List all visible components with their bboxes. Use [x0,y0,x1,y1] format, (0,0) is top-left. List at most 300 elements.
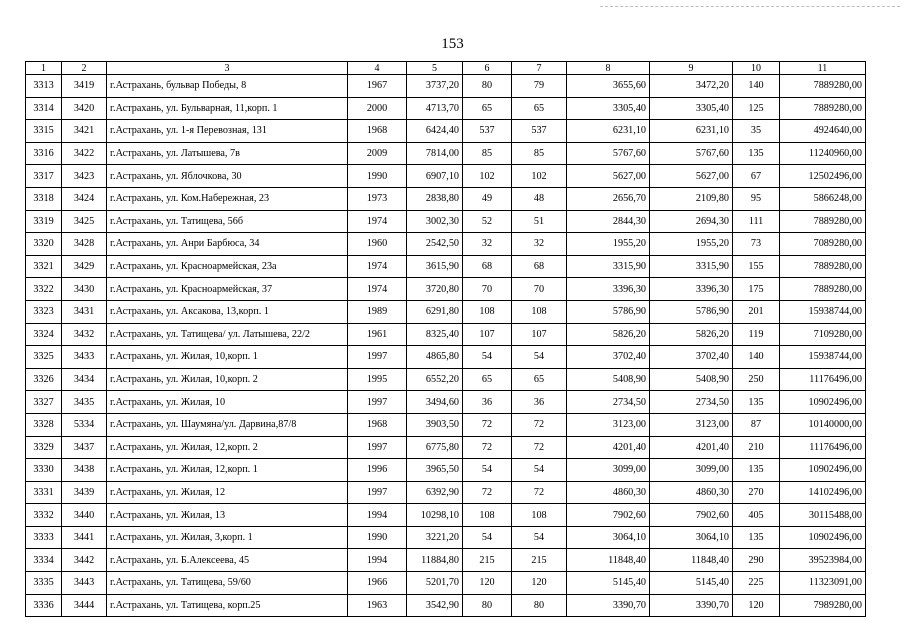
table-row [26,481,866,504]
cell-col-10: 135 [733,459,780,482]
table-row [26,120,866,143]
cell-year: 1997 [348,481,407,504]
cell-row-number: 3316 [26,142,62,165]
cell-area-a: 5826,20 [567,323,650,346]
cell-area-b: 3123,00 [650,413,733,436]
cell-area-a: 3390,70 [567,594,650,617]
cell-address: г.Астрахань, ул. Жилая, 10 [107,391,348,414]
cell-col-6: 120 [463,572,512,595]
cell-object-code: 3440 [62,504,107,527]
cell-address: г.Астрахань, ул. Жилая, 12 [107,481,348,504]
cell-row-number: 3319 [26,210,62,233]
cell-area-a: 3305,40 [567,97,650,120]
cell-address: г.Астрахань, ул. Жилая, 10,корп. 2 [107,368,348,391]
cell-year: 1994 [348,504,407,527]
cell-row-number: 3334 [26,549,62,572]
cell-row-number: 3321 [26,255,62,278]
cell-total-area: 7814,00 [407,142,463,165]
cell-col-7: 32 [512,233,567,256]
cell-amount: 15938744,00 [780,346,866,369]
cell-total-area: 6907,10 [407,165,463,188]
cell-address: г.Астрахань, ул. Жилая, 12,корп. 2 [107,436,348,459]
cell-col-6: 32 [463,233,512,256]
cell-row-number: 3331 [26,481,62,504]
cell-row-number: 3332 [26,504,62,527]
cell-col-7: 108 [512,504,567,527]
cell-col-7: 65 [512,97,567,120]
column-header: 6 [463,62,512,75]
column-header: 9 [650,62,733,75]
cell-col-7: 54 [512,459,567,482]
cell-col-7: 54 [512,526,567,549]
cell-col-6: 108 [463,300,512,323]
cell-col-7: 68 [512,255,567,278]
table-row [26,255,866,278]
cell-object-code: 3432 [62,323,107,346]
cell-address: г.Астрахань, ул. Жилая, 3,корп. 1 [107,526,348,549]
cell-amount: 4924640,00 [780,120,866,143]
cell-area-b: 7902,60 [650,504,733,527]
cell-amount: 10140000,00 [780,413,866,436]
cell-area-a: 7902,60 [567,504,650,527]
cell-col-6: 54 [463,526,512,549]
cell-row-number: 3317 [26,165,62,188]
cell-area-b: 5826,20 [650,323,733,346]
table-row [26,504,866,527]
cell-row-number: 3320 [26,233,62,256]
table-row [26,346,866,369]
cell-col-10: 135 [733,526,780,549]
cell-amount: 30115488,00 [780,504,866,527]
column-header: 7 [512,62,567,75]
cell-col-6: 54 [463,346,512,369]
table-row [26,187,866,210]
cell-area-b: 2694,30 [650,210,733,233]
cell-col-10: 140 [733,75,780,98]
cell-col-6: 537 [463,120,512,143]
table-row [26,572,866,595]
cell-col-7: 54 [512,346,567,369]
cell-year: 1961 [348,323,407,346]
cell-col-10: 125 [733,97,780,120]
cell-total-area: 4713,70 [407,97,463,120]
cell-object-code: 3434 [62,368,107,391]
cell-area-a: 5145,40 [567,572,650,595]
table-row [26,233,866,256]
cell-total-area: 3002,30 [407,210,463,233]
cell-amount: 11240960,00 [780,142,866,165]
table-row [26,97,866,120]
cell-total-area: 2838,80 [407,187,463,210]
cell-object-code: 3438 [62,459,107,482]
cell-object-code: 3433 [62,346,107,369]
cell-row-number: 3323 [26,300,62,323]
cell-col-6: 72 [463,413,512,436]
cell-row-number: 3329 [26,436,62,459]
cell-area-b: 5767,60 [650,142,733,165]
cell-col-10: 87 [733,413,780,436]
cell-area-b: 3099,00 [650,459,733,482]
cell-year: 1989 [348,300,407,323]
cell-col-6: 102 [463,165,512,188]
table-row [26,278,866,301]
cell-row-number: 3315 [26,120,62,143]
cell-col-6: 107 [463,323,512,346]
cell-address: г.Астрахань, ул. Жилая, 12,корп. 1 [107,459,348,482]
cell-col-6: 65 [463,368,512,391]
cell-area-a: 11848,40 [567,549,650,572]
cell-address: г.Астрахань, ул. Яблочкова, 30 [107,165,348,188]
cell-object-code: 3444 [62,594,107,617]
cell-area-a: 5627,00 [567,165,650,188]
table-row [26,75,866,98]
cell-col-7: 537 [512,120,567,143]
cell-object-code: 3430 [62,278,107,301]
cell-col-6: 70 [463,278,512,301]
cell-total-area: 6424,40 [407,120,463,143]
cell-area-b: 3305,40 [650,97,733,120]
cell-total-area: 6552,20 [407,368,463,391]
cell-area-a: 3064,10 [567,526,650,549]
cell-col-6: 215 [463,549,512,572]
cell-object-code: 3429 [62,255,107,278]
cell-col-10: 135 [733,142,780,165]
cell-row-number: 3333 [26,526,62,549]
cell-col-6: 49 [463,187,512,210]
cell-year: 1974 [348,278,407,301]
cell-col-7: 120 [512,572,567,595]
table-row [26,549,866,572]
cell-col-10: 175 [733,278,780,301]
cell-address: г.Астрахань, ул. Красноармейская, 37 [107,278,348,301]
cell-address: г.Астрахань, ул. Ком.Набережная, 23 [107,187,348,210]
cell-total-area: 11884,80 [407,549,463,572]
cell-col-10: 210 [733,436,780,459]
cell-area-a: 5767,60 [567,142,650,165]
cell-year: 1996 [348,459,407,482]
cell-area-b: 5408,90 [650,368,733,391]
cell-area-b: 3472,20 [650,75,733,98]
cell-address: г.Астрахань, ул. Татищева, 59/60 [107,572,348,595]
cell-address: г.Астрахань, бульвар Победы, 8 [107,75,348,98]
cell-amount: 7889280,00 [780,255,866,278]
cell-object-code: 5334 [62,413,107,436]
cell-amount: 10902496,00 [780,391,866,414]
cell-area-a: 4860,30 [567,481,650,504]
cell-object-code: 3425 [62,210,107,233]
cell-year: 1960 [348,233,407,256]
cell-object-code: 3428 [62,233,107,256]
table-body [26,62,866,617]
cell-col-6: 108 [463,504,512,527]
cell-col-10: 405 [733,504,780,527]
cell-col-6: 80 [463,75,512,98]
cell-object-code: 3424 [62,187,107,210]
cell-amount: 10902496,00 [780,526,866,549]
cell-total-area: 6291,80 [407,300,463,323]
cell-object-code: 3431 [62,300,107,323]
cell-row-number: 3318 [26,187,62,210]
cell-col-7: 70 [512,278,567,301]
cell-total-area: 6775,80 [407,436,463,459]
table-row [26,323,866,346]
cell-object-code: 3421 [62,120,107,143]
cell-address: г.Астрахань, ул. Шаумяна/ул. Дарвина,87/8 [107,413,348,436]
cell-year: 1997 [348,436,407,459]
cell-address: г.Астрахань, ул. Красноармейская, 23а [107,255,348,278]
cell-year: 1995 [348,368,407,391]
cell-col-6: 52 [463,210,512,233]
page-number: 153 [441,36,464,52]
cell-amount: 15938744,00 [780,300,866,323]
cell-col-10: 119 [733,323,780,346]
cell-total-area: 5201,70 [407,572,463,595]
cell-year: 1974 [348,255,407,278]
cell-amount: 7989280,00 [780,594,866,617]
cell-col-6: 54 [463,459,512,482]
cell-row-number: 3314 [26,97,62,120]
cell-col-7: 79 [512,75,567,98]
cell-area-b: 6231,10 [650,120,733,143]
cell-amount: 7889280,00 [780,210,866,233]
cell-object-code: 3422 [62,142,107,165]
cell-object-code: 3423 [62,165,107,188]
cell-col-10: 73 [733,233,780,256]
cell-area-b: 3702,40 [650,346,733,369]
cell-area-a: 3702,40 [567,346,650,369]
cell-col-7: 72 [512,436,567,459]
cell-area-a: 3123,00 [567,413,650,436]
cell-amount: 11176496,00 [780,368,866,391]
cell-address: г.Астрахань, ул. Жилая, 10,корп. 1 [107,346,348,369]
cell-col-7: 80 [512,594,567,617]
cell-address: г.Астрахань, ул. Бульварная, 11,корп. 1 [107,97,348,120]
cell-object-code: 3442 [62,549,107,572]
cell-col-6: 85 [463,142,512,165]
cell-total-area: 3615,90 [407,255,463,278]
cell-area-b: 11848,40 [650,549,733,572]
cell-amount: 11176496,00 [780,436,866,459]
cell-amount: 7109280,00 [780,323,866,346]
table-row [26,594,866,617]
column-header: 10 [733,62,780,75]
cell-col-10: 140 [733,346,780,369]
cell-col-7: 36 [512,391,567,414]
cell-area-b: 4860,30 [650,481,733,504]
cell-row-number: 3322 [26,278,62,301]
cell-total-area: 8325,40 [407,323,463,346]
cell-year: 1967 [348,75,407,98]
cell-col-7: 85 [512,142,567,165]
cell-col-6: 80 [463,594,512,617]
cell-total-area: 2542,50 [407,233,463,256]
cell-amount: 12502496,00 [780,165,866,188]
cell-address: г.Астрахань, ул. Аксакова, 13,корп. 1 [107,300,348,323]
cell-area-b: 5786,90 [650,300,733,323]
cell-year: 1968 [348,413,407,436]
cell-amount: 7089280,00 [780,233,866,256]
cell-col-6: 36 [463,391,512,414]
cell-year: 1997 [348,391,407,414]
cell-address: г.Астрахань, ул. Латышева, 7в [107,142,348,165]
cell-col-10: 35 [733,120,780,143]
table-row [26,391,866,414]
cell-total-area: 4865,80 [407,346,463,369]
table-header-row [26,62,866,75]
cell-amount: 14102496,00 [780,481,866,504]
cell-object-code: 3443 [62,572,107,595]
table-row [26,526,866,549]
cell-year: 1966 [348,572,407,595]
cell-year: 2000 [348,97,407,120]
cell-col-7: 102 [512,165,567,188]
cell-col-7: 48 [512,187,567,210]
cell-amount: 7889280,00 [780,75,866,98]
cell-year: 1973 [348,187,407,210]
cell-amount: 7889280,00 [780,278,866,301]
cell-address: г.Астрахань, ул. Б.Алексеева, 45 [107,549,348,572]
register-table [25,61,866,617]
table-row [26,142,866,165]
cell-col-10: 135 [733,391,780,414]
cell-row-number: 3330 [26,459,62,482]
cell-amount: 39523984,00 [780,549,866,572]
cell-area-b: 3315,90 [650,255,733,278]
cell-col-6: 65 [463,97,512,120]
cell-area-b: 5627,00 [650,165,733,188]
cell-year: 1974 [348,210,407,233]
cell-object-code: 3441 [62,526,107,549]
cell-col-10: 111 [733,210,780,233]
cell-address: г.Астрахань, ул. Анри Барбюса, 34 [107,233,348,256]
cell-area-b: 3390,70 [650,594,733,617]
cell-area-a: 3655,60 [567,75,650,98]
cell-area-b: 2734,50 [650,391,733,414]
cell-amount: 7889280,00 [780,97,866,120]
cell-col-6: 72 [463,481,512,504]
cell-object-code: 3439 [62,481,107,504]
cell-row-number: 3324 [26,323,62,346]
cell-area-a: 2734,50 [567,391,650,414]
column-header: 2 [62,62,107,75]
cell-col-10: 120 [733,594,780,617]
column-header: 1 [26,62,62,75]
cell-total-area: 3903,50 [407,413,463,436]
cell-year: 1963 [348,594,407,617]
cell-total-area: 3720,80 [407,278,463,301]
cell-total-area: 6392,90 [407,481,463,504]
cell-col-7: 107 [512,323,567,346]
cell-col-6: 68 [463,255,512,278]
cell-total-area: 3965,50 [407,459,463,482]
cell-address: г.Астрахань, ул. 1-я Перевозная, 131 [107,120,348,143]
cell-row-number: 3313 [26,75,62,98]
cell-col-10: 155 [733,255,780,278]
cell-year: 1968 [348,120,407,143]
cell-area-a: 5408,90 [567,368,650,391]
cell-amount: 10902496,00 [780,459,866,482]
cell-col-6: 72 [463,436,512,459]
cell-address: г.Астрахань, ул. Татищева/ ул. Латышева, 22/2 [107,323,348,346]
cell-area-b: 2109,80 [650,187,733,210]
cell-area-b: 4201,40 [650,436,733,459]
cell-row-number: 3325 [26,346,62,369]
cell-col-7: 51 [512,210,567,233]
column-header: 8 [567,62,650,75]
cell-address: г.Астрахань, ул. Татищева, 56б [107,210,348,233]
cell-object-code: 3420 [62,97,107,120]
cell-total-area: 3737,20 [407,75,463,98]
table-row [26,300,866,323]
cell-year: 2009 [348,142,407,165]
table-row [26,368,866,391]
cell-col-10: 67 [733,165,780,188]
cell-object-code: 3437 [62,436,107,459]
cell-col-7: 65 [512,368,567,391]
cell-amount: 5866248,00 [780,187,866,210]
cell-area-a: 4201,40 [567,436,650,459]
cell-object-code: 3435 [62,391,107,414]
cell-area-a: 1955,20 [567,233,650,256]
cell-area-b: 3064,10 [650,526,733,549]
table-row [26,459,866,482]
column-header: 5 [407,62,463,75]
column-header: 3 [107,62,348,75]
cell-amount: 11323091,00 [780,572,866,595]
cell-address: г.Астрахань, ул. Жилая, 13 [107,504,348,527]
table-row [26,413,866,436]
cell-object-code: 3419 [62,75,107,98]
cell-total-area: 3542,90 [407,594,463,617]
scan-artifact-line [600,6,900,8]
cell-area-a: 3396,30 [567,278,650,301]
cell-area-b: 5145,40 [650,572,733,595]
column-header: 4 [348,62,407,75]
table-row [26,165,866,188]
cell-col-10: 270 [733,481,780,504]
cell-address: г.Астрахань, ул. Татищева, корп.25 [107,594,348,617]
cell-row-number: 3335 [26,572,62,595]
cell-year: 1990 [348,165,407,188]
cell-area-a: 2656,70 [567,187,650,210]
cell-col-10: 290 [733,549,780,572]
cell-col-10: 250 [733,368,780,391]
cell-total-area: 3494,60 [407,391,463,414]
cell-row-number: 3328 [26,413,62,436]
cell-area-a: 3315,90 [567,255,650,278]
table-row [26,210,866,233]
cell-area-a: 3099,00 [567,459,650,482]
cell-col-7: 108 [512,300,567,323]
cell-year: 1994 [348,549,407,572]
column-header: 11 [780,62,866,75]
cell-col-7: 72 [512,481,567,504]
cell-area-b: 1955,20 [650,233,733,256]
cell-area-a: 6231,10 [567,120,650,143]
cell-col-10: 95 [733,187,780,210]
cell-col-10: 225 [733,572,780,595]
cell-year: 1997 [348,346,407,369]
cell-total-area: 3221,20 [407,526,463,549]
cell-row-number: 3336 [26,594,62,617]
cell-row-number: 3326 [26,368,62,391]
cell-col-7: 215 [512,549,567,572]
cell-row-number: 3327 [26,391,62,414]
cell-col-7: 72 [512,413,567,436]
cell-year: 1990 [348,526,407,549]
table-row [26,436,866,459]
cell-col-10: 201 [733,300,780,323]
